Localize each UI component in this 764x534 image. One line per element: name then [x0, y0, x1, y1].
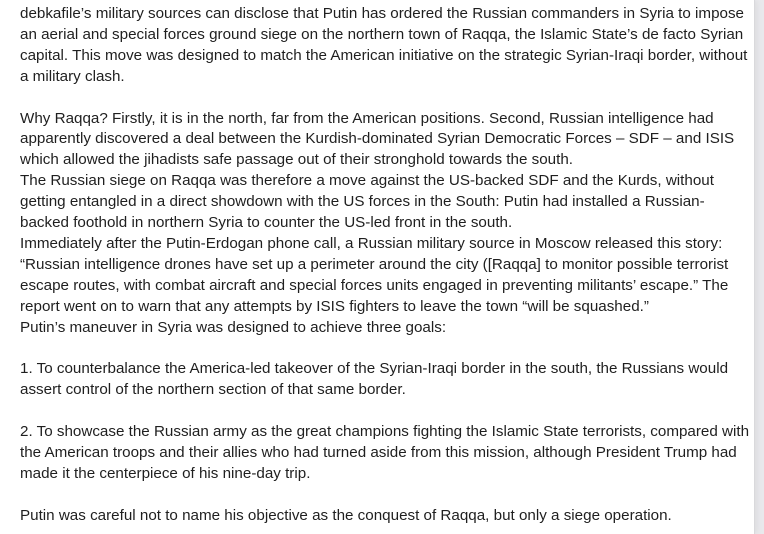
paragraph-goal-1: 1. To counterbalance the America-led takeover of the Syrian-Iraqi border in the south, the Russians would assert control of the northern section of that same border.: [20, 360, 729, 399]
paragraph-goals-intro: Putin’s maneuver in Syria was designed to achieve three goals:: [20, 318, 447, 336]
paragraph-conclusion: Putin was careful not to name his objective as the conquest of Raqqa, but only a siege operation.: [20, 506, 672, 524]
paragraph-gap: [20, 401, 750, 422]
paragraph-why-raqqa: Why Raqqa? Firstly, it is in the north, far from the American positions. Second, Russian intelligence had apparently discovered a deal between the Kurdish-dominated Syrian Democratic Forces – SDF – and ISIS which allowed the jihadists safe passage out of their stronghold towards the south.: [20, 109, 735, 169]
article-body: [20, 4, 750, 527]
paragraph-goal-2: 2. To showcase the Russian army as the great champions fighting the Islamic State terrorists, compared with the American troops and their allies who had turned aside from this mission, although President Trump had made it the centerpiece of his nine-day trip.: [20, 423, 750, 482]
paragraph-moscow-source: Immediately after the Putin-Erdogan phone call, a Russian military source in Moscow released this story: “Russian intelligence drones have set up a perimeter around the city ([Raqqa] to monitor possible terrorist escape routes, with combat aircraft and special forces units engaged in preventing militants’ escape.” The report went on to warn that any attempts by ISIS fighters to leave the town “will be squashed.”: [20, 234, 729, 315]
paragraph-intro: debkafile’s military sources can disclose that Putin has ordered the Russian commanders in Syria to impose an aerial and special forces ground siege on the northern town of Raqqa, the Islamic State’s de facto Syrian capital. This move was designed to match the American initiative on the strategic Syrian-Iraqi border, without a military clash.: [20, 5, 748, 85]
paragraph-gap: [20, 88, 750, 109]
paragraph-gap: [20, 485, 750, 506]
paragraph-siege: The Russian siege on Raqqa was therefore a move against the US-backed SDF and the Kurds, without getting entangled in a direct showdown with the US forces in the South: Putin had installed a Russian-backed foothold in northern Syria to counter the US-led front in the south.: [20, 172, 714, 232]
paragraph-gap: [20, 338, 750, 359]
